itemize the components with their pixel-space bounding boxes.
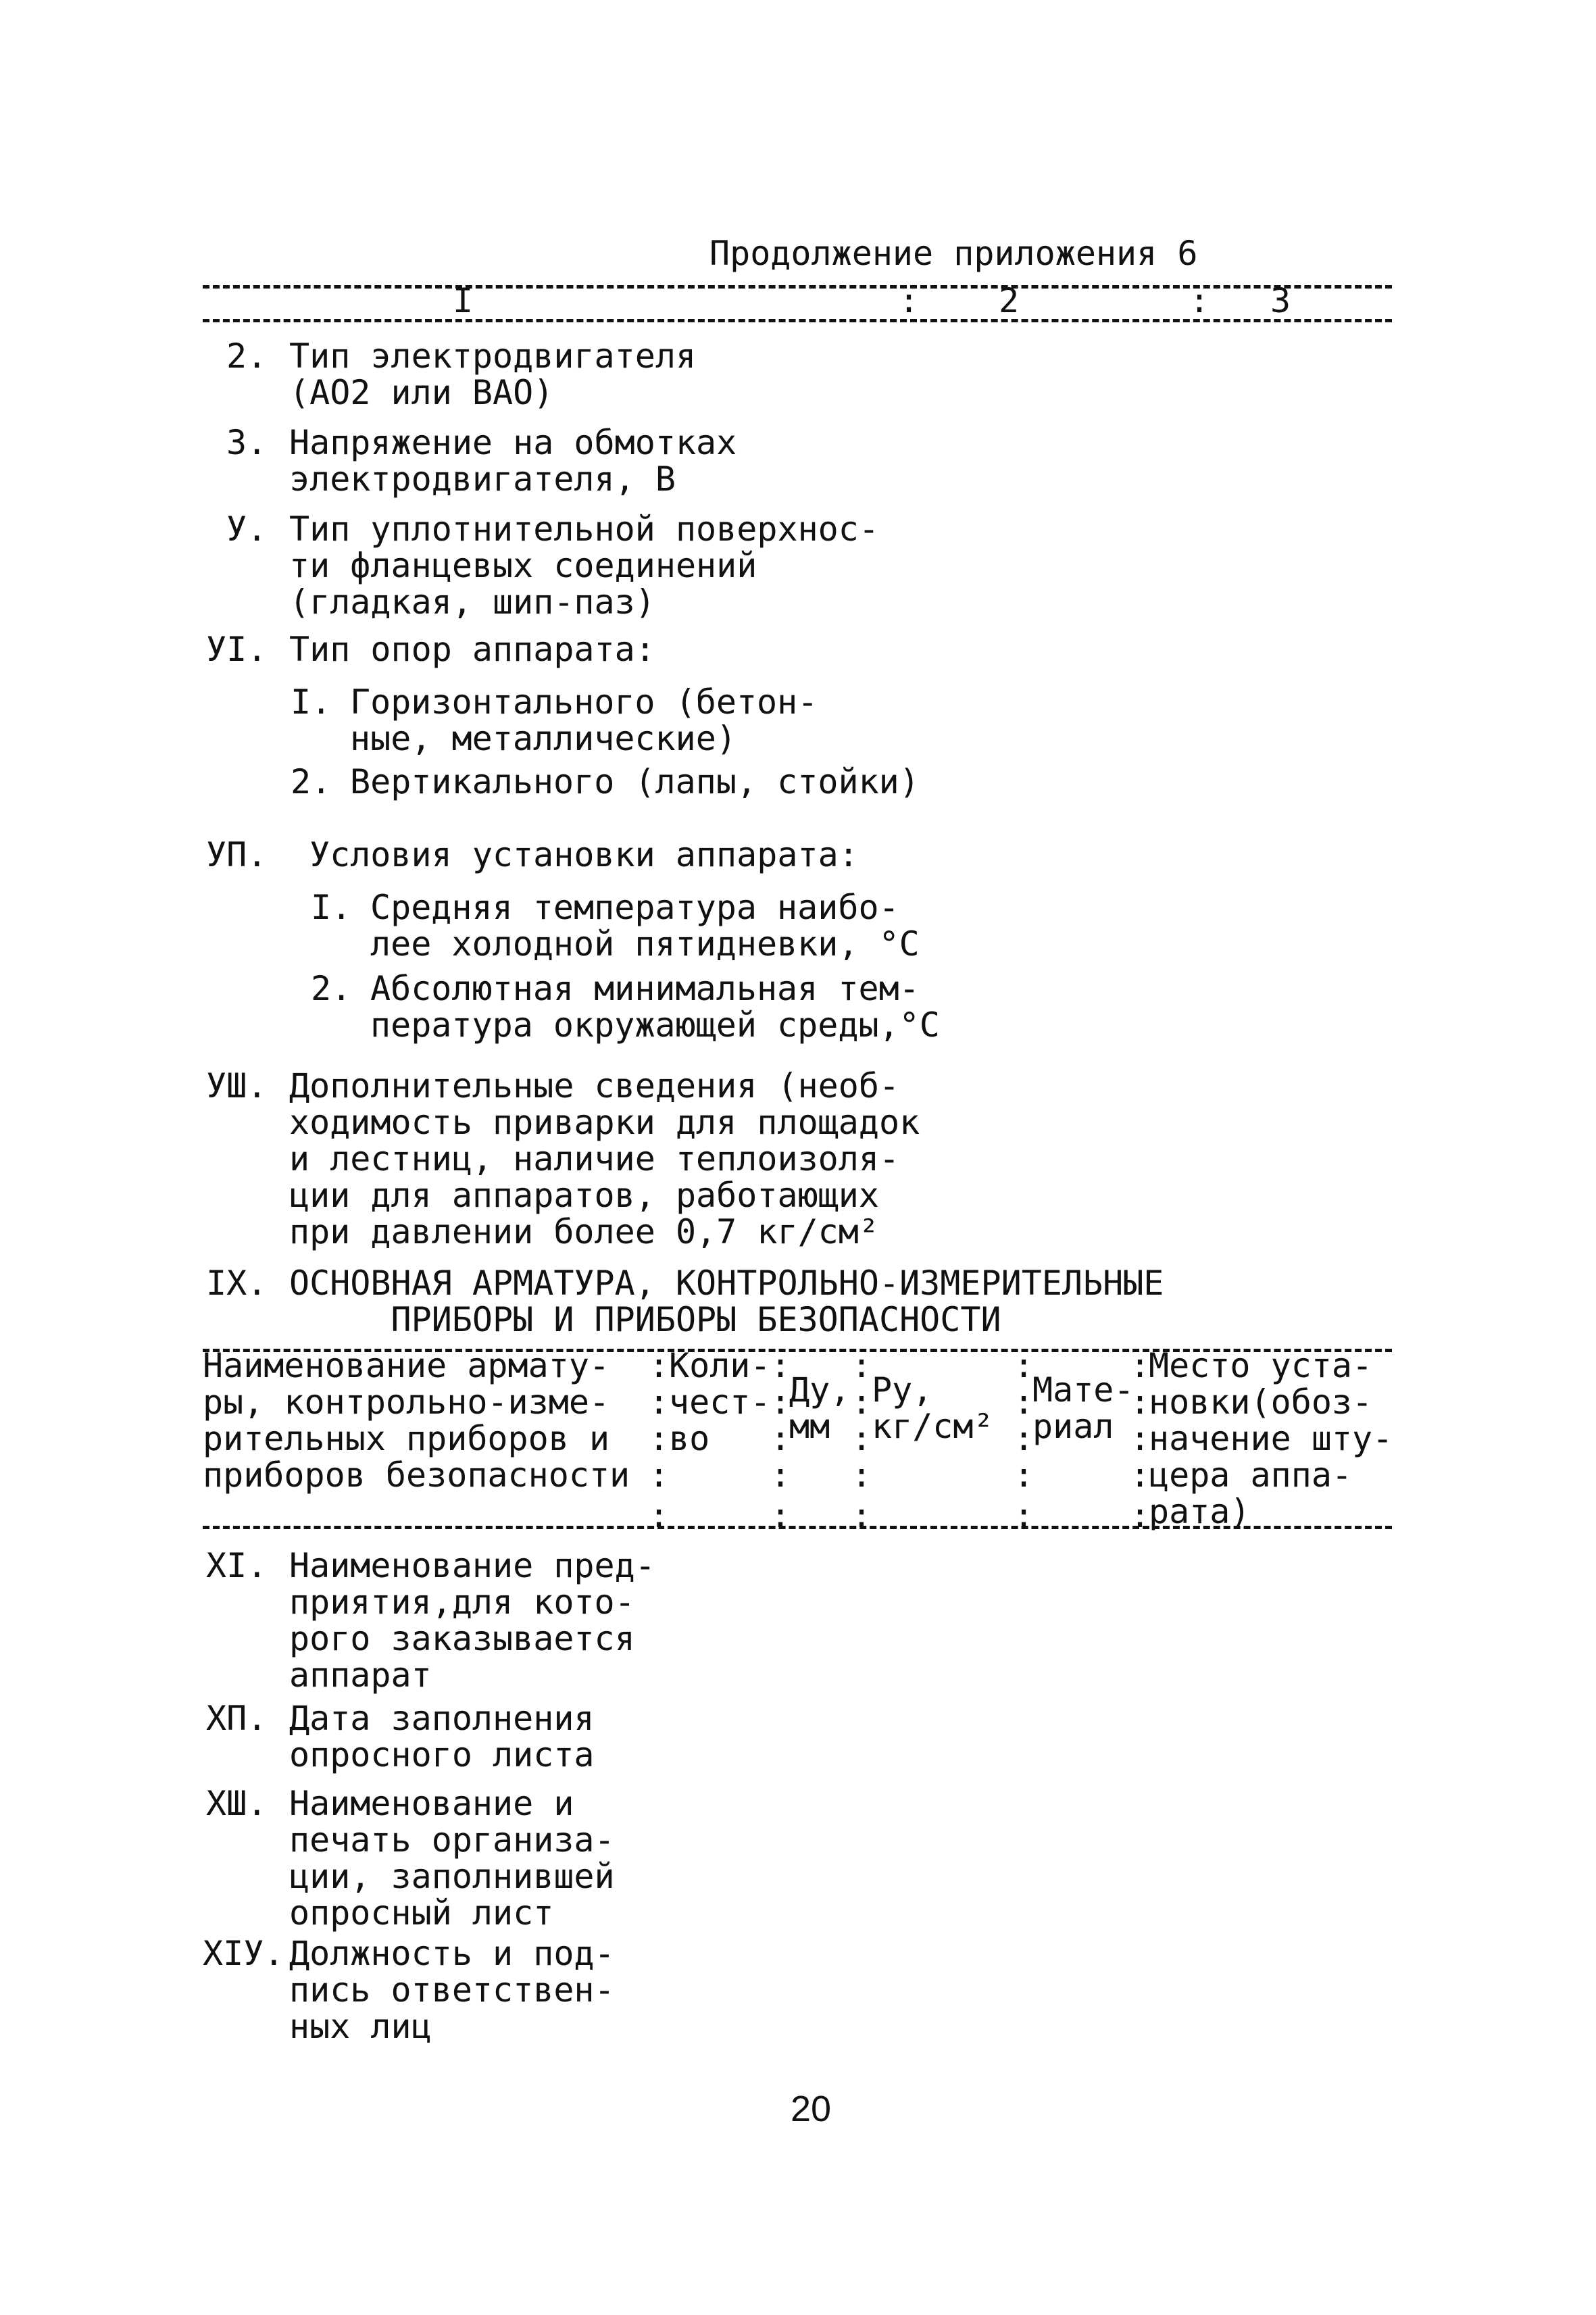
table-rule-bottom (203, 1526, 1392, 1529)
header-rule-top (203, 285, 1392, 289)
item-number: 2. (226, 337, 268, 376)
continuation-label: Продолжение приложения 6 (709, 234, 1198, 273)
subitem-text-horizontal: Горизонтального (бетон- ные, металлические) (350, 682, 818, 758)
item-text-organization: Наименование и печать организа- ции, заполнившей опросный лист (289, 1784, 615, 1933)
item-number: XI. (206, 1546, 268, 1585)
item-number: УШ. (206, 1066, 268, 1105)
section-heading-fittings: ОСНОВНАЯ АРМАТУРА, КОНТРОЛЬНО-ИЗМЕРИТЕЛЬНЫЕ ПРИБОРЫ И ПРИБОРЫ БЕЗОПАСНОСТИ (289, 1264, 1164, 1339)
table-separator: : (1014, 1419, 1034, 1458)
table-separator: : (770, 1455, 791, 1495)
item-number: 3. (226, 423, 268, 462)
table-header-material: Мате- риал (1032, 1370, 1134, 1446)
item-number: ХШ. (206, 1784, 268, 1823)
table-separator: : (1130, 1346, 1151, 1385)
item-text-supports: Тип опор аппарата: (289, 630, 655, 669)
header-rule-bottom (203, 319, 1392, 322)
subitem-number: I. (311, 888, 352, 927)
item-text-additional-info: Дополнительные сведения (необ- ходимость приварки для площадок и лестниц, наличие теплоизоля- ции для аппаратов, работающих при давлении более 0,7 кг/см² (289, 1066, 920, 1251)
column-separator: : (1189, 281, 1210, 320)
item-text-position-signature: Должность и под- пись ответствен- ных лиц (289, 1934, 615, 2046)
subitem-text-avg-temperature: Средняя температура наибо- лее холодной пятидневки, °С (370, 888, 920, 964)
item-number: IX. (206, 1264, 268, 1303)
table-header-quantity: Коли- чест- во (669, 1346, 771, 1458)
table-separator: : (770, 1496, 791, 1535)
table-header-place: Место уста- новки(обоз- начение шту- цера аппа- рата) (1149, 1346, 1393, 1531)
item-text-voltage: Напряжение на обмотках электродвигателя, В (289, 423, 737, 499)
table-header-ru: Ру, кг/см² (872, 1370, 994, 1446)
item-text-motor-type: Тип электродвигателя (АО2 или ВАО) (289, 337, 697, 412)
subitem-number: I. (291, 682, 332, 722)
table-separator: : (851, 1346, 872, 1385)
column-number-3: 3 (1270, 281, 1291, 320)
subitem-number: 2. (311, 969, 352, 1008)
table-separator: : (770, 1383, 791, 1422)
item-number: УI. (206, 630, 268, 669)
table-separator: : (649, 1419, 670, 1458)
column-separator: : (899, 281, 920, 320)
table-separator: : (851, 1455, 872, 1495)
item-text-sealing-surface: Тип уплотнительной поверхнос- ти фланцевых соединений (гладкая, шип-паз) (289, 509, 879, 622)
subitem-text-min-temperature: Абсолютная минимальная тем- пература окружающей среды,°С (370, 969, 940, 1045)
table-separator: : (1130, 1455, 1151, 1495)
item-number: ХП. (206, 1699, 268, 1738)
table-separator: : (851, 1383, 872, 1422)
table-separator: : (1014, 1496, 1034, 1535)
subitem-number: 2. (291, 762, 332, 801)
table-separator: : (1130, 1419, 1151, 1458)
table-separator: : (1014, 1455, 1034, 1495)
item-number: У. (226, 509, 268, 549)
table-header-du: Ду, мм (789, 1370, 851, 1446)
table-header-name: Наименование армату- ры, контрольно-изме- рительных приборов и приборов безопасности (203, 1346, 630, 1495)
table-separator: : (770, 1346, 791, 1385)
table-separator: : (851, 1496, 872, 1535)
item-number: XIУ. (203, 1934, 284, 1973)
item-text-installation: Условия установки аппарата: (309, 835, 859, 874)
column-number-2: 2 (999, 281, 1020, 320)
table-separator: : (649, 1496, 670, 1535)
table-separator: : (649, 1455, 670, 1495)
table-separator: : (1014, 1383, 1034, 1422)
item-text-enterprise: Наименование пред- приятия,для кото- рого заказывается аппарат (289, 1546, 655, 1695)
column-number-1: I (453, 281, 474, 320)
page-number: 20 (791, 2089, 832, 2129)
table-separator: : (1014, 1346, 1034, 1385)
table-separator: : (649, 1383, 670, 1422)
table-separator: : (1130, 1496, 1151, 1535)
table-separator: : (851, 1419, 872, 1458)
subitem-text-vertical: Вертикального (лапы, стойки) (350, 762, 920, 801)
table-separator: : (1130, 1383, 1151, 1422)
table-separator: : (649, 1346, 670, 1385)
item-number: УП. (206, 835, 268, 874)
table-separator: : (770, 1419, 791, 1458)
item-text-fill-date: Дата заполнения опросного листа (289, 1699, 595, 1774)
